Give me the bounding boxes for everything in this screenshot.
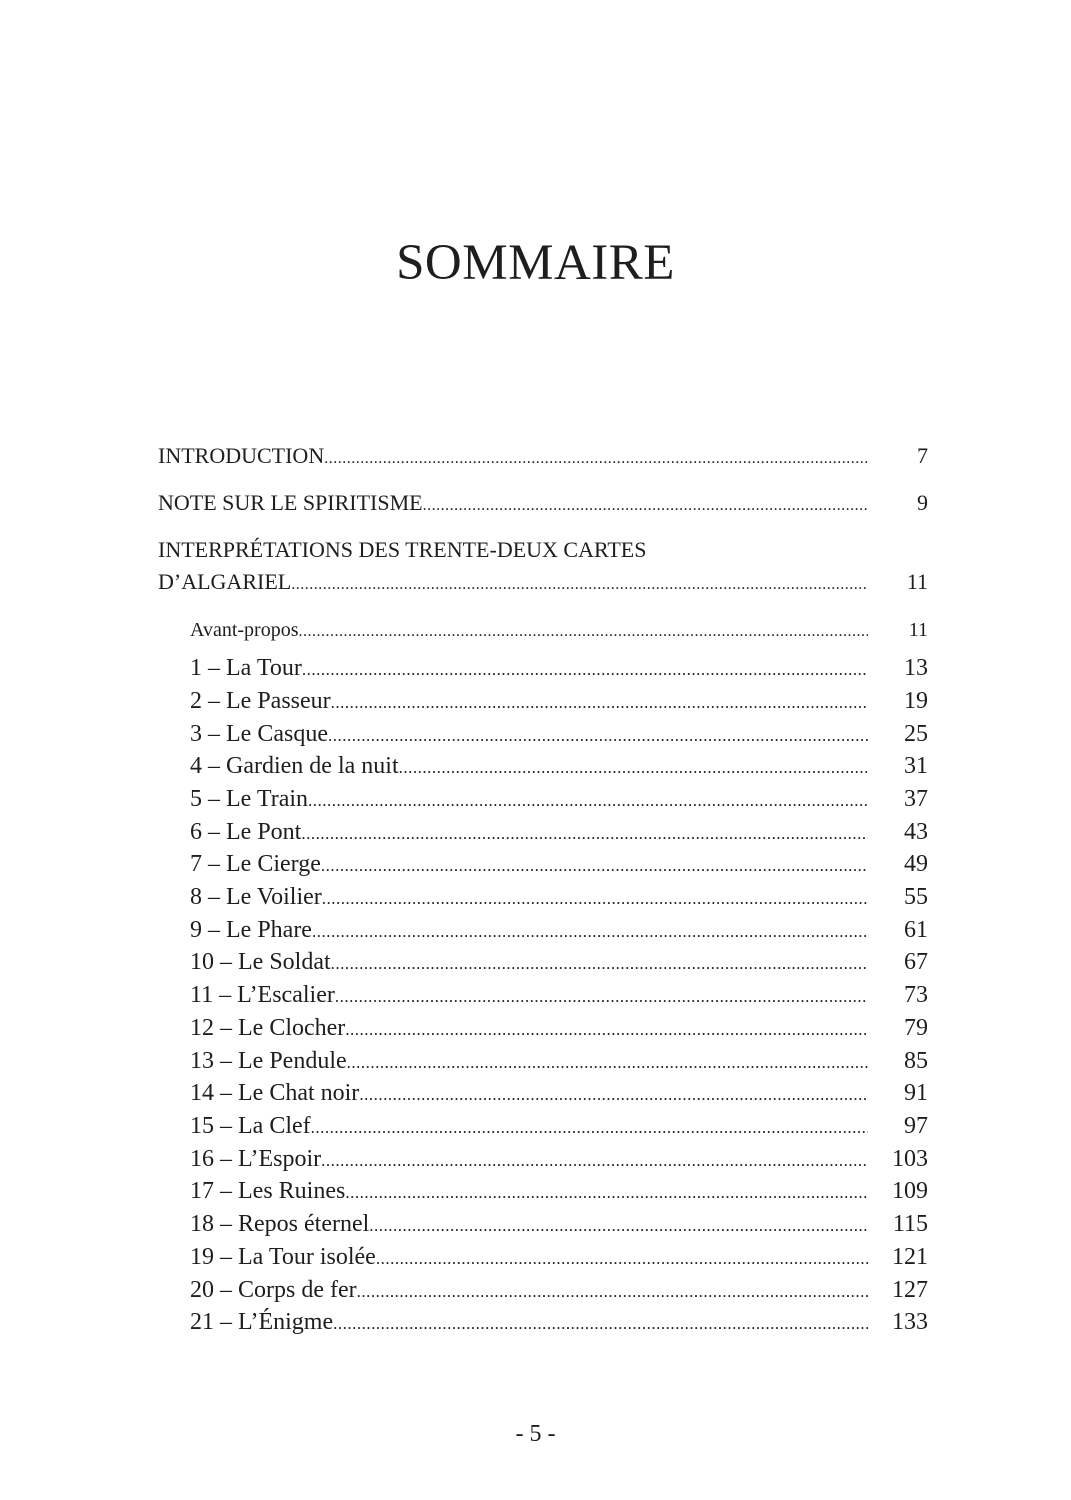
- toc-entry-label: 4 – Gardien de la nuit: [190, 753, 399, 779]
- toc-entry-page: 43: [904, 819, 928, 845]
- toc-entry-page: 127: [892, 1277, 928, 1303]
- dot-leader: [302, 660, 868, 680]
- toc-entry-interpretations-line1[interactable]: INTERPRÉTATIONS DES TRENTE-DEUX CARTES: [158, 537, 647, 562]
- toc-entry-introduction[interactable]: [158, 443, 928, 469]
- toc-entry[interactable]: [190, 1015, 928, 1042]
- toc-entry-label: 3 – Le Casque: [190, 721, 328, 747]
- toc-entry-label: 6 – Le Pont: [190, 819, 302, 845]
- toc-entry-label: 14 – Le Chat noir: [190, 1080, 360, 1106]
- dot-leader: [376, 1249, 868, 1269]
- dot-leader: [322, 889, 868, 909]
- toc-entry-interpretations[interactable]: [158, 569, 928, 595]
- toc-entry-label: 2 – Le Passeur: [190, 688, 331, 714]
- toc-entry[interactable]: [190, 982, 928, 1009]
- dot-leader: [335, 987, 868, 1007]
- toc-entry-label: 5 – Le Train: [190, 786, 309, 812]
- toc-entry-page: 97: [904, 1113, 928, 1139]
- toc-entry-page: 103: [892, 1146, 928, 1172]
- dot-leader: [324, 450, 868, 468]
- page-number: - 5 -: [515, 1421, 556, 1447]
- page-title: SOMMAIRE: [396, 235, 675, 291]
- toc-entry-label: 8 – Le Voilier: [190, 884, 322, 910]
- dot-leader: [369, 1216, 868, 1236]
- toc-entry-note-spiritisme[interactable]: [158, 490, 928, 516]
- dot-leader: [321, 1151, 868, 1171]
- toc-entry[interactable]: [190, 1080, 928, 1107]
- toc-entry-page: 49: [904, 851, 928, 877]
- dot-leader: [345, 1020, 868, 1040]
- toc-entry[interactable]: [190, 786, 928, 813]
- toc-entry-label: 15 – La Clef: [190, 1113, 311, 1139]
- dot-leader: [423, 497, 868, 515]
- toc-entry-label: 18 – Repos éternel: [190, 1211, 370, 1237]
- toc-entry-label: 17 – Les Ruines: [190, 1178, 346, 1204]
- dot-leader: [311, 1118, 868, 1138]
- dot-leader: [331, 954, 868, 974]
- toc-entry[interactable]: [190, 1244, 928, 1271]
- dot-leader: [359, 1085, 868, 1105]
- toc-entry-label: 7 – Le Cierge: [190, 851, 321, 877]
- toc-entry[interactable]: [190, 949, 928, 976]
- toc-entry-label: NOTE SUR LE SPIRITISME: [158, 490, 423, 515]
- toc-entry-label: 10 – Le Soldat: [190, 949, 331, 975]
- dot-leader: [399, 758, 868, 778]
- toc-entry-page: 19: [904, 688, 928, 714]
- toc-entry-page: 109: [892, 1178, 928, 1204]
- toc-entry-page: 11: [908, 619, 928, 641]
- toc-entry-page: 91: [904, 1080, 928, 1106]
- dot-leader: [321, 856, 868, 876]
- dot-leader: [331, 693, 868, 713]
- toc-entry-label: 11 – L’Escalier: [190, 982, 335, 1008]
- dot-leader: [357, 1282, 868, 1302]
- toc-entry-page: 115: [892, 1211, 928, 1237]
- toc-entry-page: 25: [904, 721, 928, 747]
- dot-leader: [301, 824, 868, 844]
- dot-leader: [312, 922, 868, 942]
- toc-entry[interactable]: [190, 721, 928, 748]
- toc-entry-page: 13: [904, 655, 928, 681]
- toc-entry-label: INTRODUCTION: [158, 443, 325, 468]
- toc-entry[interactable]: [190, 1146, 928, 1173]
- toc-entry[interactable]: [190, 1048, 928, 1075]
- toc-entry-page: 79: [904, 1015, 928, 1041]
- toc-entry-label: 12 – Le Clocher: [190, 1015, 346, 1041]
- toc-entry-label: 16 – L’Espoir: [190, 1146, 322, 1172]
- dot-leader: [333, 1314, 868, 1334]
- toc-entry-label: 1 – La Tour: [190, 655, 302, 681]
- toc-entry[interactable]: [190, 1211, 928, 1238]
- toc-entry-label: D’ALGARIEL: [158, 569, 292, 594]
- toc-entry-label: 21 – L’Énigme: [190, 1309, 334, 1335]
- toc-entry[interactable]: [190, 1277, 928, 1304]
- toc-entry-label: 9 – Le Phare: [190, 917, 312, 943]
- toc-entry-avant-propos[interactable]: [190, 619, 928, 642]
- dot-leader: [328, 726, 868, 746]
- toc-entry[interactable]: [190, 688, 928, 715]
- toc-entry-label: 13 – Le Pendule: [190, 1048, 347, 1074]
- dot-leader: [347, 1053, 868, 1073]
- toc-entry[interactable]: [190, 851, 928, 878]
- dot-leader: [299, 623, 869, 641]
- toc-entry-page: 7: [917, 443, 928, 468]
- toc-entry-page: 9: [917, 490, 928, 515]
- toc-entry-page: 11: [906, 569, 928, 594]
- toc-entry[interactable]: [190, 1113, 928, 1140]
- toc-entry-page: 31: [904, 753, 928, 779]
- toc-entry-page: 133: [892, 1309, 928, 1335]
- toc-entry-page: 85: [904, 1048, 928, 1074]
- toc-entry[interactable]: [190, 655, 928, 682]
- toc-entry-page: 37: [904, 786, 928, 812]
- toc-entry-page: 73: [904, 982, 928, 1008]
- toc-entry[interactable]: [190, 753, 928, 780]
- toc-entry[interactable]: [190, 1178, 928, 1205]
- toc-entry-page: 55: [904, 884, 928, 910]
- dot-leader: [291, 576, 868, 594]
- toc-entry-page: 67: [904, 949, 928, 975]
- toc-entry-label: Avant-propos: [190, 619, 299, 641]
- toc-entry[interactable]: [190, 819, 928, 846]
- dot-leader: [345, 1183, 868, 1203]
- toc-entry-label: 20 – Corps de fer: [190, 1277, 357, 1303]
- toc-entry-label: 19 – La Tour isolée: [190, 1244, 376, 1270]
- toc-entry[interactable]: [190, 884, 928, 911]
- toc-entry-page: 121: [892, 1244, 928, 1270]
- dot-leader: [308, 791, 868, 811]
- toc-entry[interactable]: [190, 1309, 928, 1336]
- toc-entry[interactable]: [190, 917, 928, 944]
- toc-entry-page: 61: [904, 917, 928, 943]
